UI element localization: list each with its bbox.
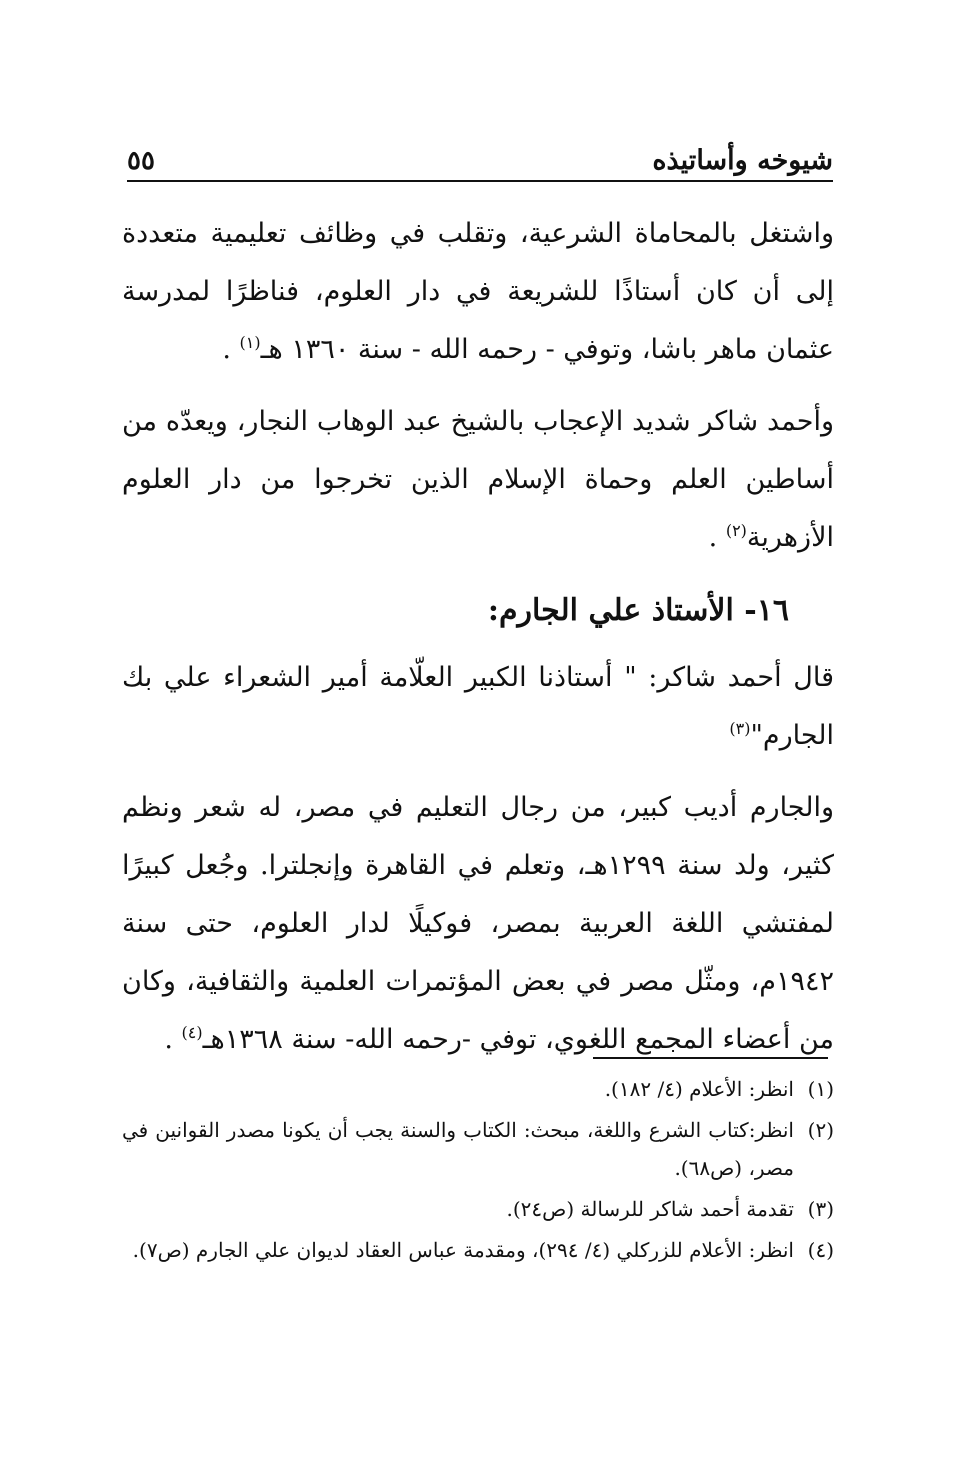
page-number: ٥٥: [127, 146, 155, 176]
footnote-ref-4: (٤): [181, 1023, 203, 1042]
footnote-text: تقدمة أحمد شاكر للرسالة (ص٢٤).: [506, 1197, 794, 1221]
section-heading: ١٦- الأستاذ علي الجارم:: [487, 593, 789, 628]
paragraph-2-end: .: [708, 522, 726, 553]
paragraph-1-end: .: [222, 334, 240, 365]
paragraph-3-text: قال أحمد شاكر: " أستاذنا الكبير العلّامة أمير الشعراء علي بك الجارم": [122, 662, 834, 751]
footnote-ref-1: (١): [239, 333, 261, 352]
paragraph-4-end: .: [164, 1024, 182, 1055]
footnote-text: انظر:كتاب الشرع واللغة، مبحث: الكتاب والسنة يجب أن يكونا مصدر القوانين في مصر، (ص٦٨).: [122, 1118, 794, 1180]
paragraph-4-text: والجارم أديب كبير، من رجال التعليم في مصر، له شعر ونظم كثير، ولد سنة ١٢٩٩هـ، وتعلم في القاهرة وإنجلترا. وجُعل كبيرًا لمفتشي اللغة العربية بمصر، فوكيلًا لدار العلوم، حتى سنة ١٩٤٢م، ومثّل مصر في بعض المؤتمرات العلمية والثقافية، وكان من أعضاء المجمع اللغوي، توفي -رحمه الله- سنة ١٣٦٨هـ: [122, 792, 834, 1055]
footnote-2: [122, 1111, 834, 1187]
footnote-text: انظر: الأعلام للزركلي (٤/ ٢٩٤)، ومقدمة عباس العقاد لديوان علي الجارم (ص٧).: [132, 1238, 794, 1262]
paragraph-4: [122, 779, 834, 1069]
footnote-ref-2: (٢): [725, 521, 747, 540]
footnote-4: [122, 1231, 834, 1269]
footnote-separator: [593, 1057, 828, 1059]
main-text: [122, 205, 834, 1083]
paragraph-2-text: وأحمد شاكر شديد الإعجاب بالشيخ عبد الوهاب النجار، ويعدّه من أساطين العلم وحماة الإسلام الذين تخرجوا من دار العلوم الأزهرية: [122, 406, 834, 553]
page-header: [127, 136, 833, 176]
footnote-ref-3: (٣): [729, 719, 751, 738]
paragraph-1-text: واشتغل بالمحاماة الشرعية، وتقلب في وظائف تعليمية متعددة إلى أن كان أستاذًا للشريعة في دار العلوم، فناظرًا لمدرسة عثمان ماهر باشا، وتوفي - رحمه الله - سنة ١٣٦٠ هـ: [122, 218, 834, 365]
paragraph-1: [122, 205, 834, 379]
footnote-number: (٣): [807, 1197, 834, 1221]
footnotes: [122, 1070, 834, 1272]
footnote-number: (٤): [807, 1238, 834, 1262]
footnote-number: (٢): [807, 1118, 834, 1142]
footnote-3: [122, 1190, 834, 1228]
footnote-number: (١): [807, 1077, 834, 1101]
footnote-text: انظر: الأعلام (٤/ ١٨٢).: [604, 1077, 794, 1101]
header-rule: [127, 180, 833, 182]
footnote-1: [122, 1070, 834, 1108]
running-title: شيوخه وأساتيذه: [652, 145, 833, 176]
paragraph-3: [122, 649, 834, 765]
paragraph-2: [122, 393, 834, 567]
